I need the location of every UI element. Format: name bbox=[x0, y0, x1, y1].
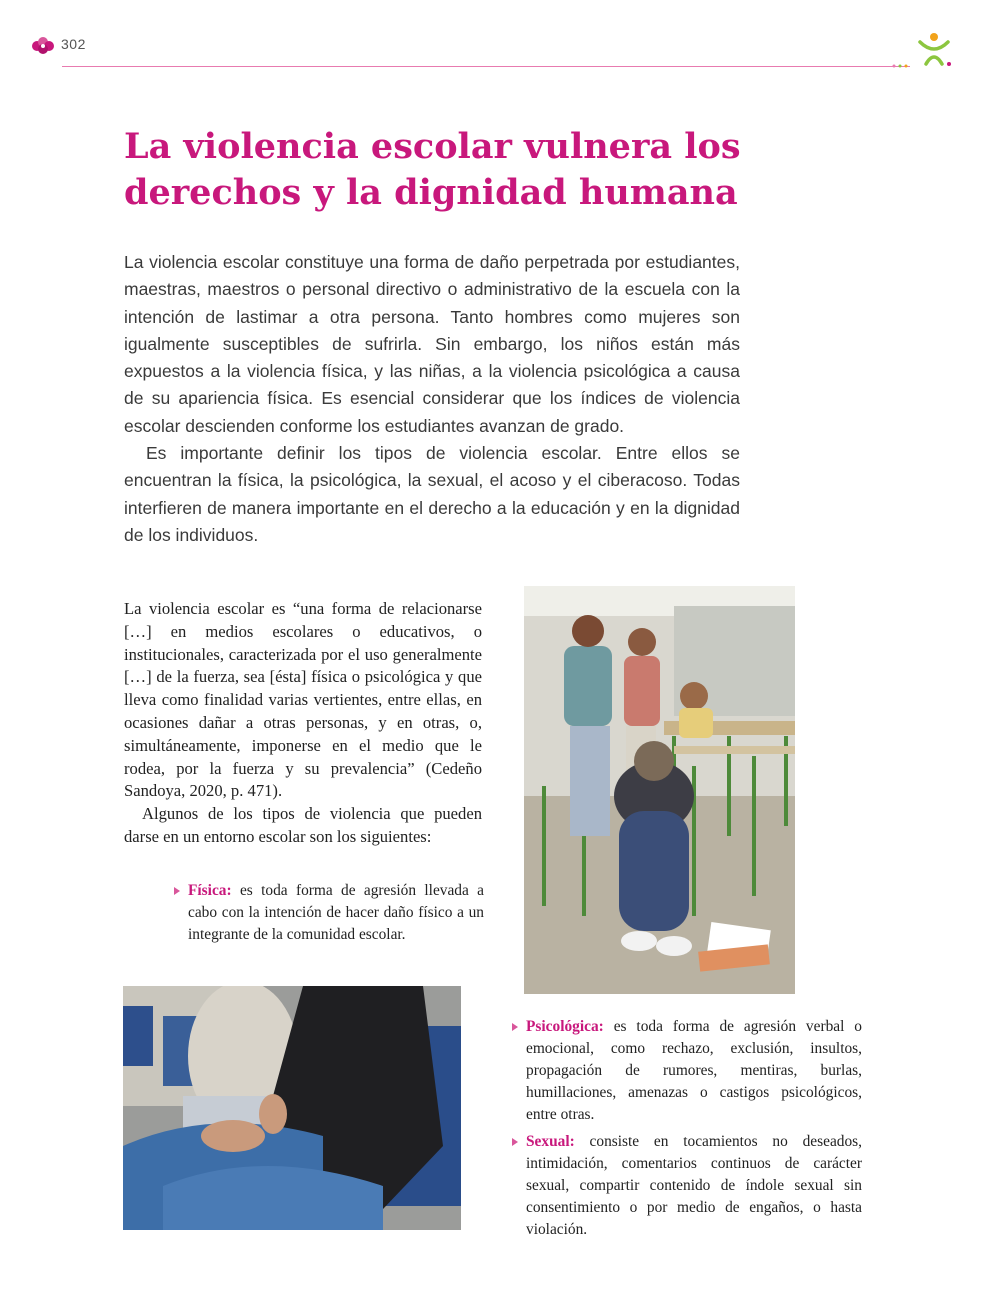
classroom-bullying-photo bbox=[524, 586, 795, 994]
term-psicologica: Psicológica: bbox=[526, 1018, 604, 1035]
bullet-triangle-icon bbox=[174, 887, 180, 895]
page-title bbox=[124, 124, 824, 216]
list-item-sexual bbox=[526, 1131, 862, 1241]
bullet-triangle-icon bbox=[512, 1138, 518, 1146]
flower-logo-icon bbox=[30, 34, 56, 56]
list-item-fisica bbox=[188, 880, 484, 946]
term-sexual: Sexual: bbox=[526, 1133, 575, 1150]
header-rule bbox=[62, 66, 910, 67]
intro-text bbox=[124, 249, 740, 549]
header-dots-icon bbox=[892, 64, 912, 68]
bullet-triangle-icon bbox=[512, 1023, 518, 1031]
definition-sexual: consiste en tocamientos no deseados, intimidación, comentarios continuos de carácter sexual, compartir contenido de índole sexual sin consentimiento o por medio de engaños, o hasta violación. bbox=[526, 1133, 862, 1238]
person-figure-icon bbox=[916, 30, 952, 70]
definition-fisica: es toda forma de agresión llevada a cabo con la intención de hacer daño físico a un integrante de la comunidad escolar. bbox=[188, 882, 484, 943]
definition-quote bbox=[124, 598, 482, 849]
page-number: 302 bbox=[61, 36, 86, 52]
page-header bbox=[30, 30, 930, 70]
definition-psicologica: es toda forma de agresión verbal o emocional, como rechazo, exclusión, insultos, propagación de rumores, mentiras, burlas, humillaciones, amenazas o castigos psicológicos, entre otras. bbox=[526, 1018, 862, 1123]
intro-paragraph-1: La violencia escolar constituye una forma de daño perpetrada por estudiantes, maestras, maestros o personal directivo o administrativo de la escuela con la intención de lastimar a otra persona. Tanto hombres como mujeres son igualmente susceptibles de sufrirla. Sin embargo, los niños están más expuestos a la violencia física, y las niñas, a la violencia psicológica a causa de su apariencia física. Es esencial considerar que los índices de violencia escolar descienden conforme los estudiantes avanzan de grado. bbox=[124, 252, 740, 436]
term-fisica: Física: bbox=[188, 882, 232, 899]
quote-paragraph: La violencia escolar es “una forma de relacionarse […] en medios escolares o educativos, o institucionales, caracterizada por el uso generalmente […] de la fuerza, sea [ésta] física o psicológica y que lleva como finalidad varias vertientes, entre ellas, en ocasiones dañar a otras personas, y en otras, o, simultáneamente, imponerse en el medio que le rodea, por la fuerza y su prevalencia” (Cedeño Sandoya, 2020, p. 471). bbox=[124, 599, 482, 801]
title-line-2: derechos y la dignidad humana bbox=[124, 172, 738, 213]
intro-paragraph-2: Es importante definir los tipos de violencia escolar. Entre ellos se encuentran la física, la psicológica, la sexual, el acoso y el ciberacoso. Todas interfieren de manera importante en el derecho a la educación y en la dignidad de los individuos. bbox=[124, 443, 740, 545]
aggression-closeup-photo bbox=[123, 986, 461, 1230]
types-intro-paragraph: Algunos de los tipos de violencia que pueden darse en un entorno escolar son los siguientes: bbox=[124, 804, 482, 846]
list-item-psicologica bbox=[526, 1016, 862, 1126]
aggression-closeup-illustration bbox=[123, 986, 461, 1230]
classroom-bullying-illustration bbox=[524, 586, 795, 994]
title-line-1: La violencia escolar vulnera los bbox=[124, 126, 741, 167]
